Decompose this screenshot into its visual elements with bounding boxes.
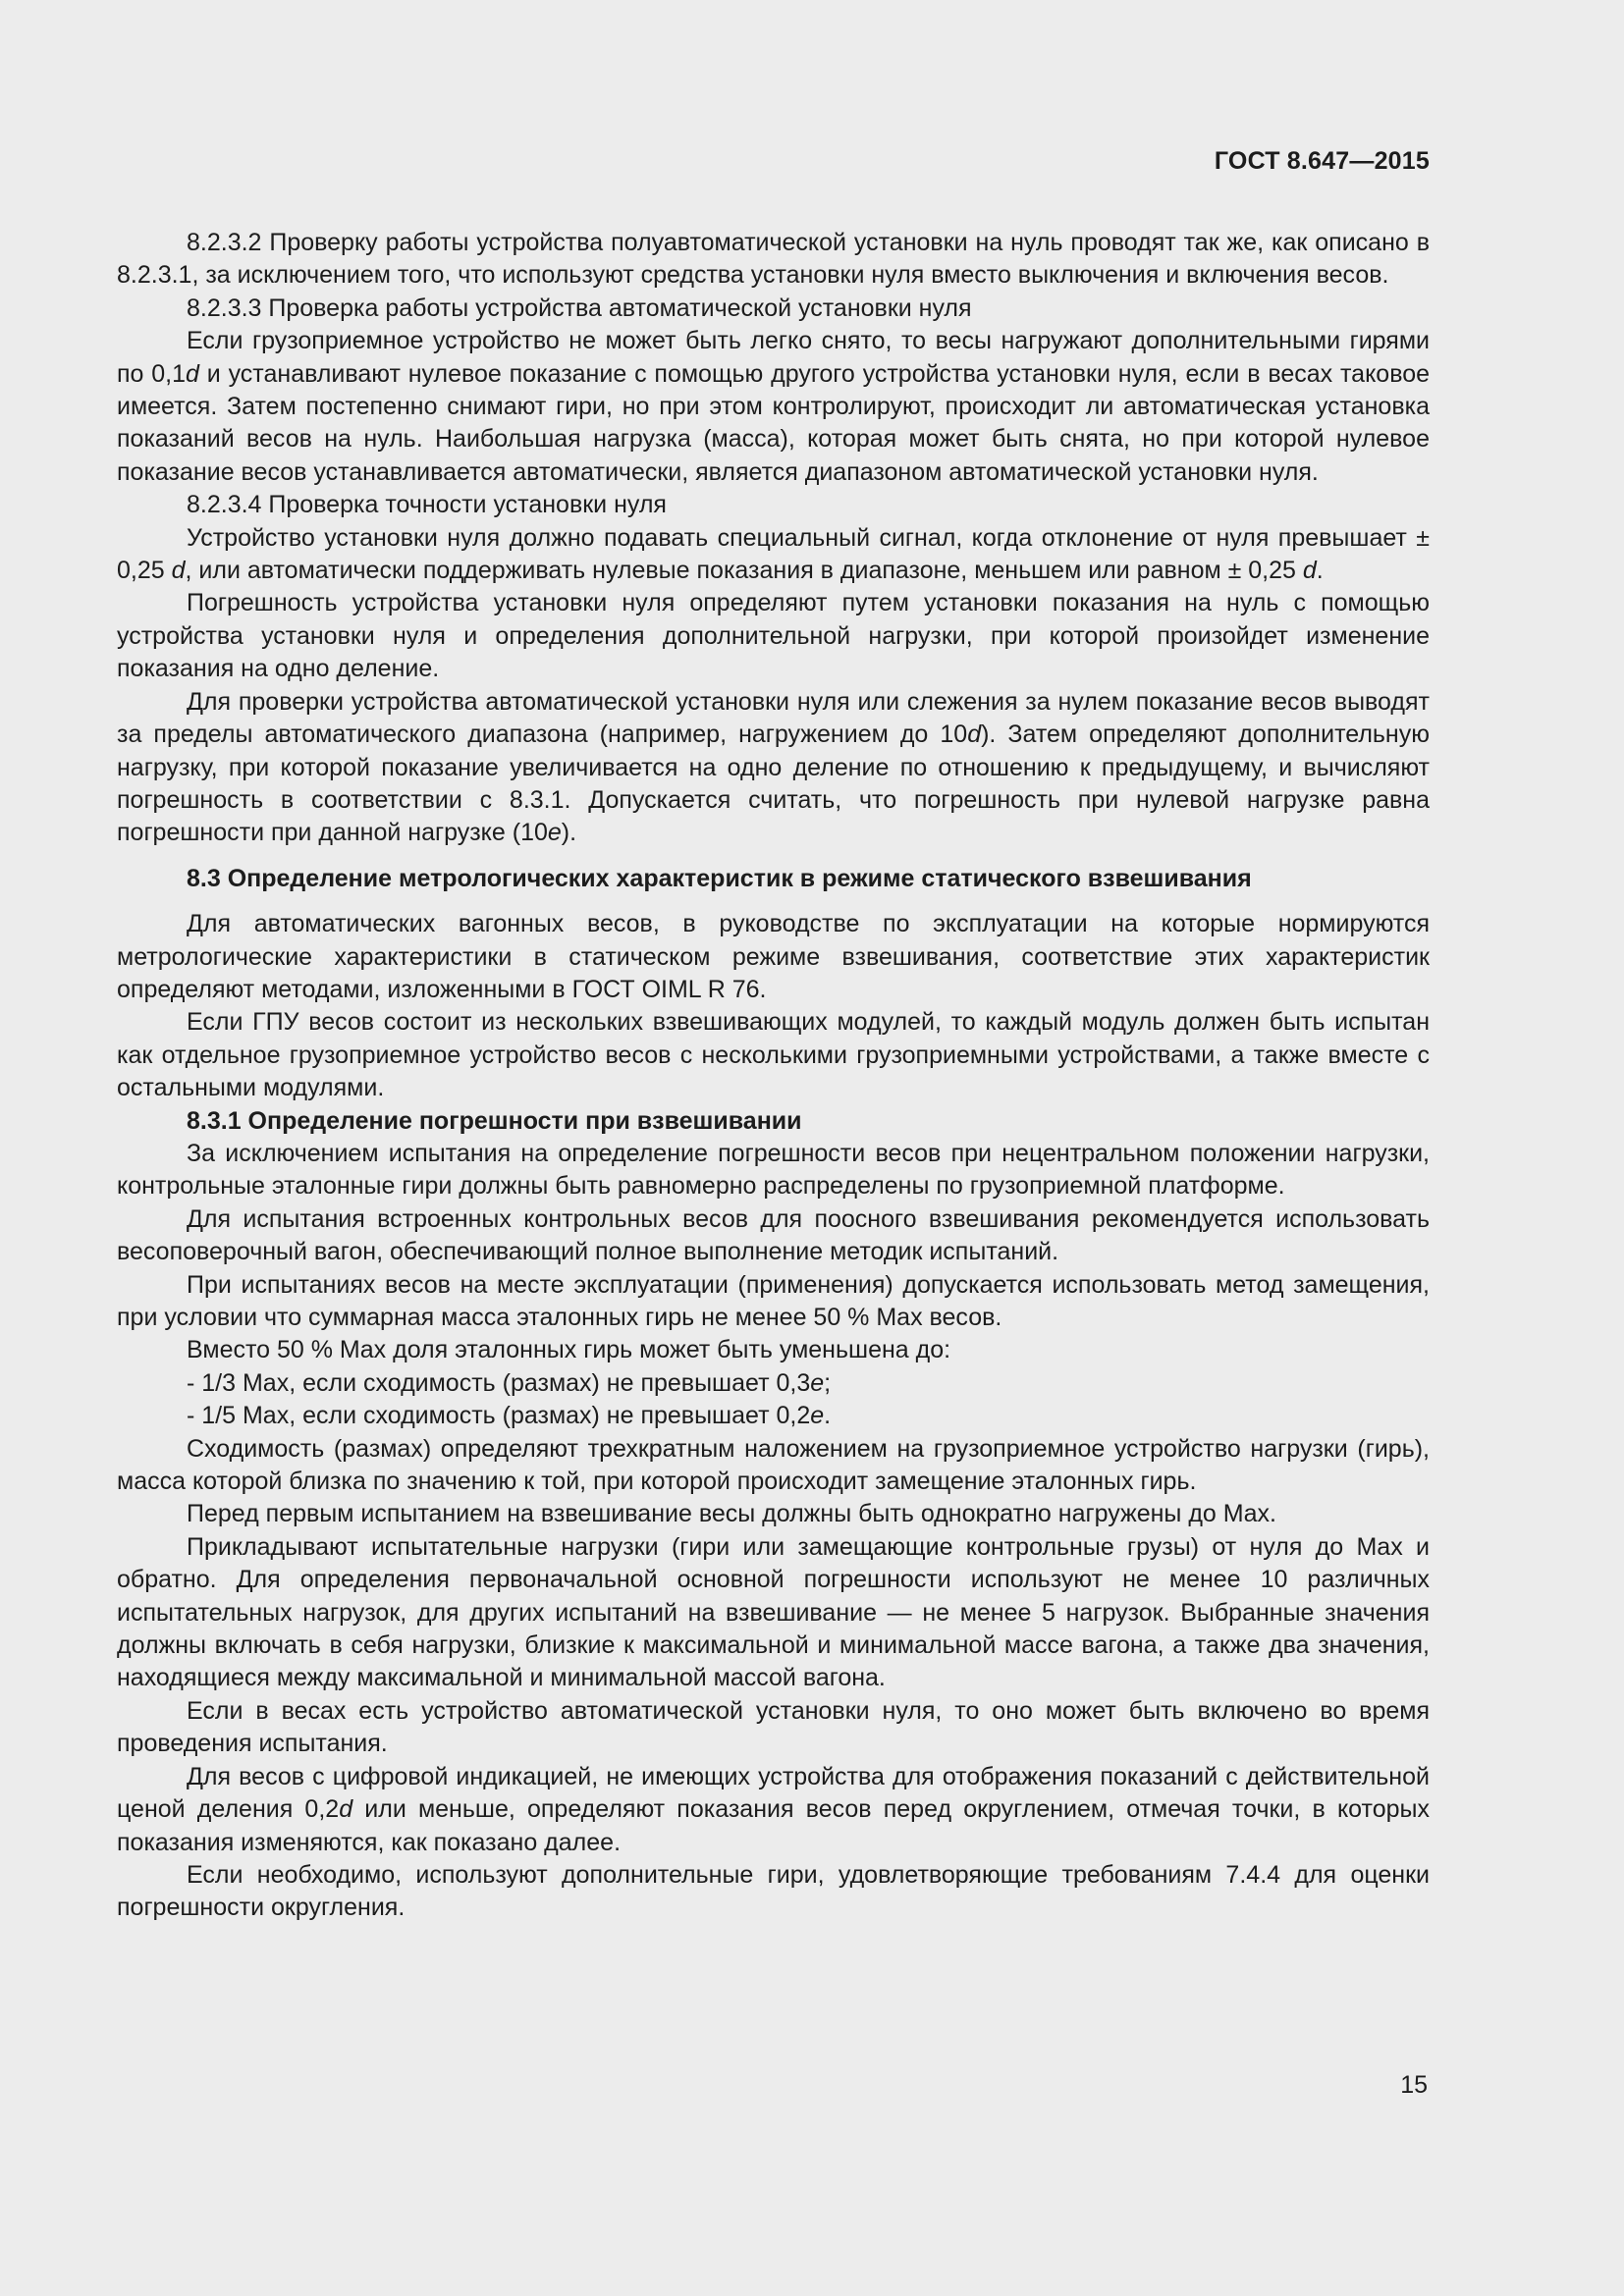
italic-symbol: e (810, 1368, 825, 1397)
paragraph (117, 1006, 1430, 1104)
paragraph (117, 686, 1430, 850)
italic-symbol: d (1302, 557, 1317, 585)
text-run: Для испытания встроенных контрольных весов для поосного взвешивания рекомендуется использовать весоповерочный вагон, обеспечивающий полное выполнение методик испытаний. (117, 1204, 1430, 1266)
text-run: Вместо 50 % Max доля эталонных гирь может быть уменьшена до: (187, 1336, 951, 1364)
italic-symbol: e (810, 1402, 825, 1430)
text-run: Если ГПУ весов состоит из нескольких взвешивающих модулей, то каждый модуль должен быть испытан как отдельное грузоприемное устройство весов с несколькими грузоприемными устройствами, а также вместе с остальными модулями. (117, 1008, 1430, 1102)
list-item (117, 1400, 1430, 1432)
text-run: 8.2.3.2 Проверку работы устройства полуавтоматической установки на нуль проводят так же, как описано в 8.2.3.1, за исключением того, что используют средства установки нуля вместо выключения и включения весов. (117, 229, 1430, 290)
text-run: - 1/3 Max, если сходимость (размах) не превышает 0,3 (187, 1368, 811, 1397)
text-run: или меньше, определяют показания весов перед округлением, отмечая точки, в которых показания изменяются, как показано далее. (117, 1795, 1430, 1856)
text-run: . (1316, 557, 1324, 585)
text-run: Перед первым испытанием на взвешивание весы должны быть однократно нагружены до Max. (187, 1500, 1276, 1528)
paragraph (117, 1334, 1430, 1366)
text-run: 8.2.3.4 Проверка точности установки нуля (187, 491, 667, 519)
text-run: ). Затем определяют дополнительную нагрузку, при которой показание увеличивается на одно деление по отношению к предыдущему, и вычисляют погрешность в соответствии с 8.3.1. Допускается считать, что погрешность при нулевой нагрузке равна погрешности при данной нагрузке (10 (117, 721, 1430, 847)
subsection-heading (117, 1105, 1430, 1138)
text-run: Если в весах есть устройство автоматической установки нуля, то оно может быть включено во время проведения испытания. (117, 1696, 1430, 1758)
paragraph (117, 1433, 1430, 1499)
text-run: Сходимость (размах) определяют трехкратным наложением на грузоприемное устройство нагрузки (гирь), масса которой близка по значению к той, при которой происходит замещение эталонных гирь. (117, 1434, 1430, 1496)
text-run: , или автоматически поддерживать нулевые показания в диапазоне, меньшем или равном ± 0,25 (185, 557, 1303, 585)
text-run: Для автоматических вагонных весов, в руководстве по эксплуатации на которые нормируются метрологические характеристики в статическом режиме взвешивания, соответствие этих характеристик определяют методами, изложенными в ГОСТ OIML R 76. (117, 910, 1430, 1003)
paragraph (117, 489, 1430, 521)
italic-symbol: e (547, 819, 562, 847)
paragraph (117, 325, 1430, 489)
paragraph (117, 1531, 1430, 1695)
text-run: Устройство установки нуля должно подавать специальный сигнал, когда отклонение от нуля превышает ± 0,25 (117, 523, 1430, 585)
section-heading (117, 863, 1430, 895)
document-header: ГОСТ 8.647—2015 (1214, 147, 1430, 175)
text-run: Для весов с цифровой индикацией, не имеющих устройства для отображения показаний с действительной ценой деления 0,2 (117, 1762, 1430, 1824)
paragraph (117, 908, 1430, 1006)
text-run: 8.3 Определение метрологических характеристик в режиме статического взвешивания (187, 864, 1252, 892)
paragraph (117, 227, 1430, 293)
paragraph (117, 522, 1430, 588)
text-run: 8.3.1 Определение погрешности при взвешивании (187, 1106, 802, 1135)
paragraph (117, 1859, 1430, 1925)
page-number: 15 (1400, 2071, 1428, 2099)
italic-symbol: d (171, 557, 186, 585)
text-run: За исключением испытания на определение погрешности весов при нецентральном положении нагрузки, контрольные эталонные гири должны быть равномерно распределены по грузоприемной платформе. (117, 1139, 1430, 1201)
text-run: и устанавливают нулевое показание с помощью другого устройства установки нуля, если в весах таковое имеется. Затем постепенно снимают гири, но при этом контролируют, происходит ли автоматическая установка показаний весов на нуль. Наибольшая нагрузка (масса), которая может быть снята, но при которой нулевое показание весов устанавливается автоматически, является диапазоном автоматической установки нуля. (117, 359, 1431, 486)
text-run: Если грузоприемное устройство не может быть легко снято, то весы нагружают дополнительными гирями по 0,1 (117, 327, 1430, 388)
text-run: Для проверки устройства автоматической установки нуля или слежения за нулем показание весов выводят за пределы автоматического диапазона (например, нагружением до 10 (117, 687, 1430, 749)
text-run: Погрешность устройства установки нуля определяют путем установки показания на нуль с помощью устройства установки нуля и определения дополнительной нагрузки, при которой произойдет изменение показания на одно деление. (117, 589, 1430, 683)
text-run: . (824, 1402, 832, 1430)
italic-symbol: d (967, 721, 982, 749)
paragraph (117, 1761, 1430, 1859)
paragraph (117, 587, 1430, 685)
text-run: При испытаниях весов на месте эксплуатации (применения) допускается использовать метод замещения, при условии что суммарная масса эталонных гирь не менее 50 % Max весов. (117, 1270, 1430, 1331)
paragraph (117, 293, 1430, 325)
paragraph (117, 1695, 1430, 1761)
text-run: Прикладывают испытательные нагрузки (гири или замещающие контрольные грузы) от нуля до Max и обратно. Для определения первоначальной основной погрешности используют не менее 10 различных испытательных нагрузок, для других испытаний на взвешивание — не менее 5 нагрузок. Выбранные значения должны включать в себя нагрузки, близкие к максимальной и минимальной массе вагона, а также два значения, находящиеся между максимальной и минимальной массой вагона. (117, 1532, 1430, 1692)
list-item (117, 1367, 1430, 1400)
paragraph (117, 1269, 1430, 1335)
text-run: Если необходимо, используют дополнительные гири, удовлетворяющие требованиям 7.4.4 для оценки погрешности округления. (117, 1860, 1430, 1922)
text-run: 8.2.3.3 Проверка работы устройства автоматической установки нуля (187, 294, 972, 322)
paragraph (117, 1138, 1430, 1203)
text-run: ; (824, 1368, 832, 1397)
paragraph (117, 1498, 1430, 1530)
italic-symbol: d (339, 1795, 353, 1824)
italic-symbol: d (186, 359, 199, 388)
paragraph (117, 1203, 1430, 1269)
text-run: ). (561, 819, 577, 847)
text-run: - 1/5 Max, если сходимость (размах) не превышает 0,2 (187, 1402, 811, 1430)
document-body (117, 227, 1430, 1925)
